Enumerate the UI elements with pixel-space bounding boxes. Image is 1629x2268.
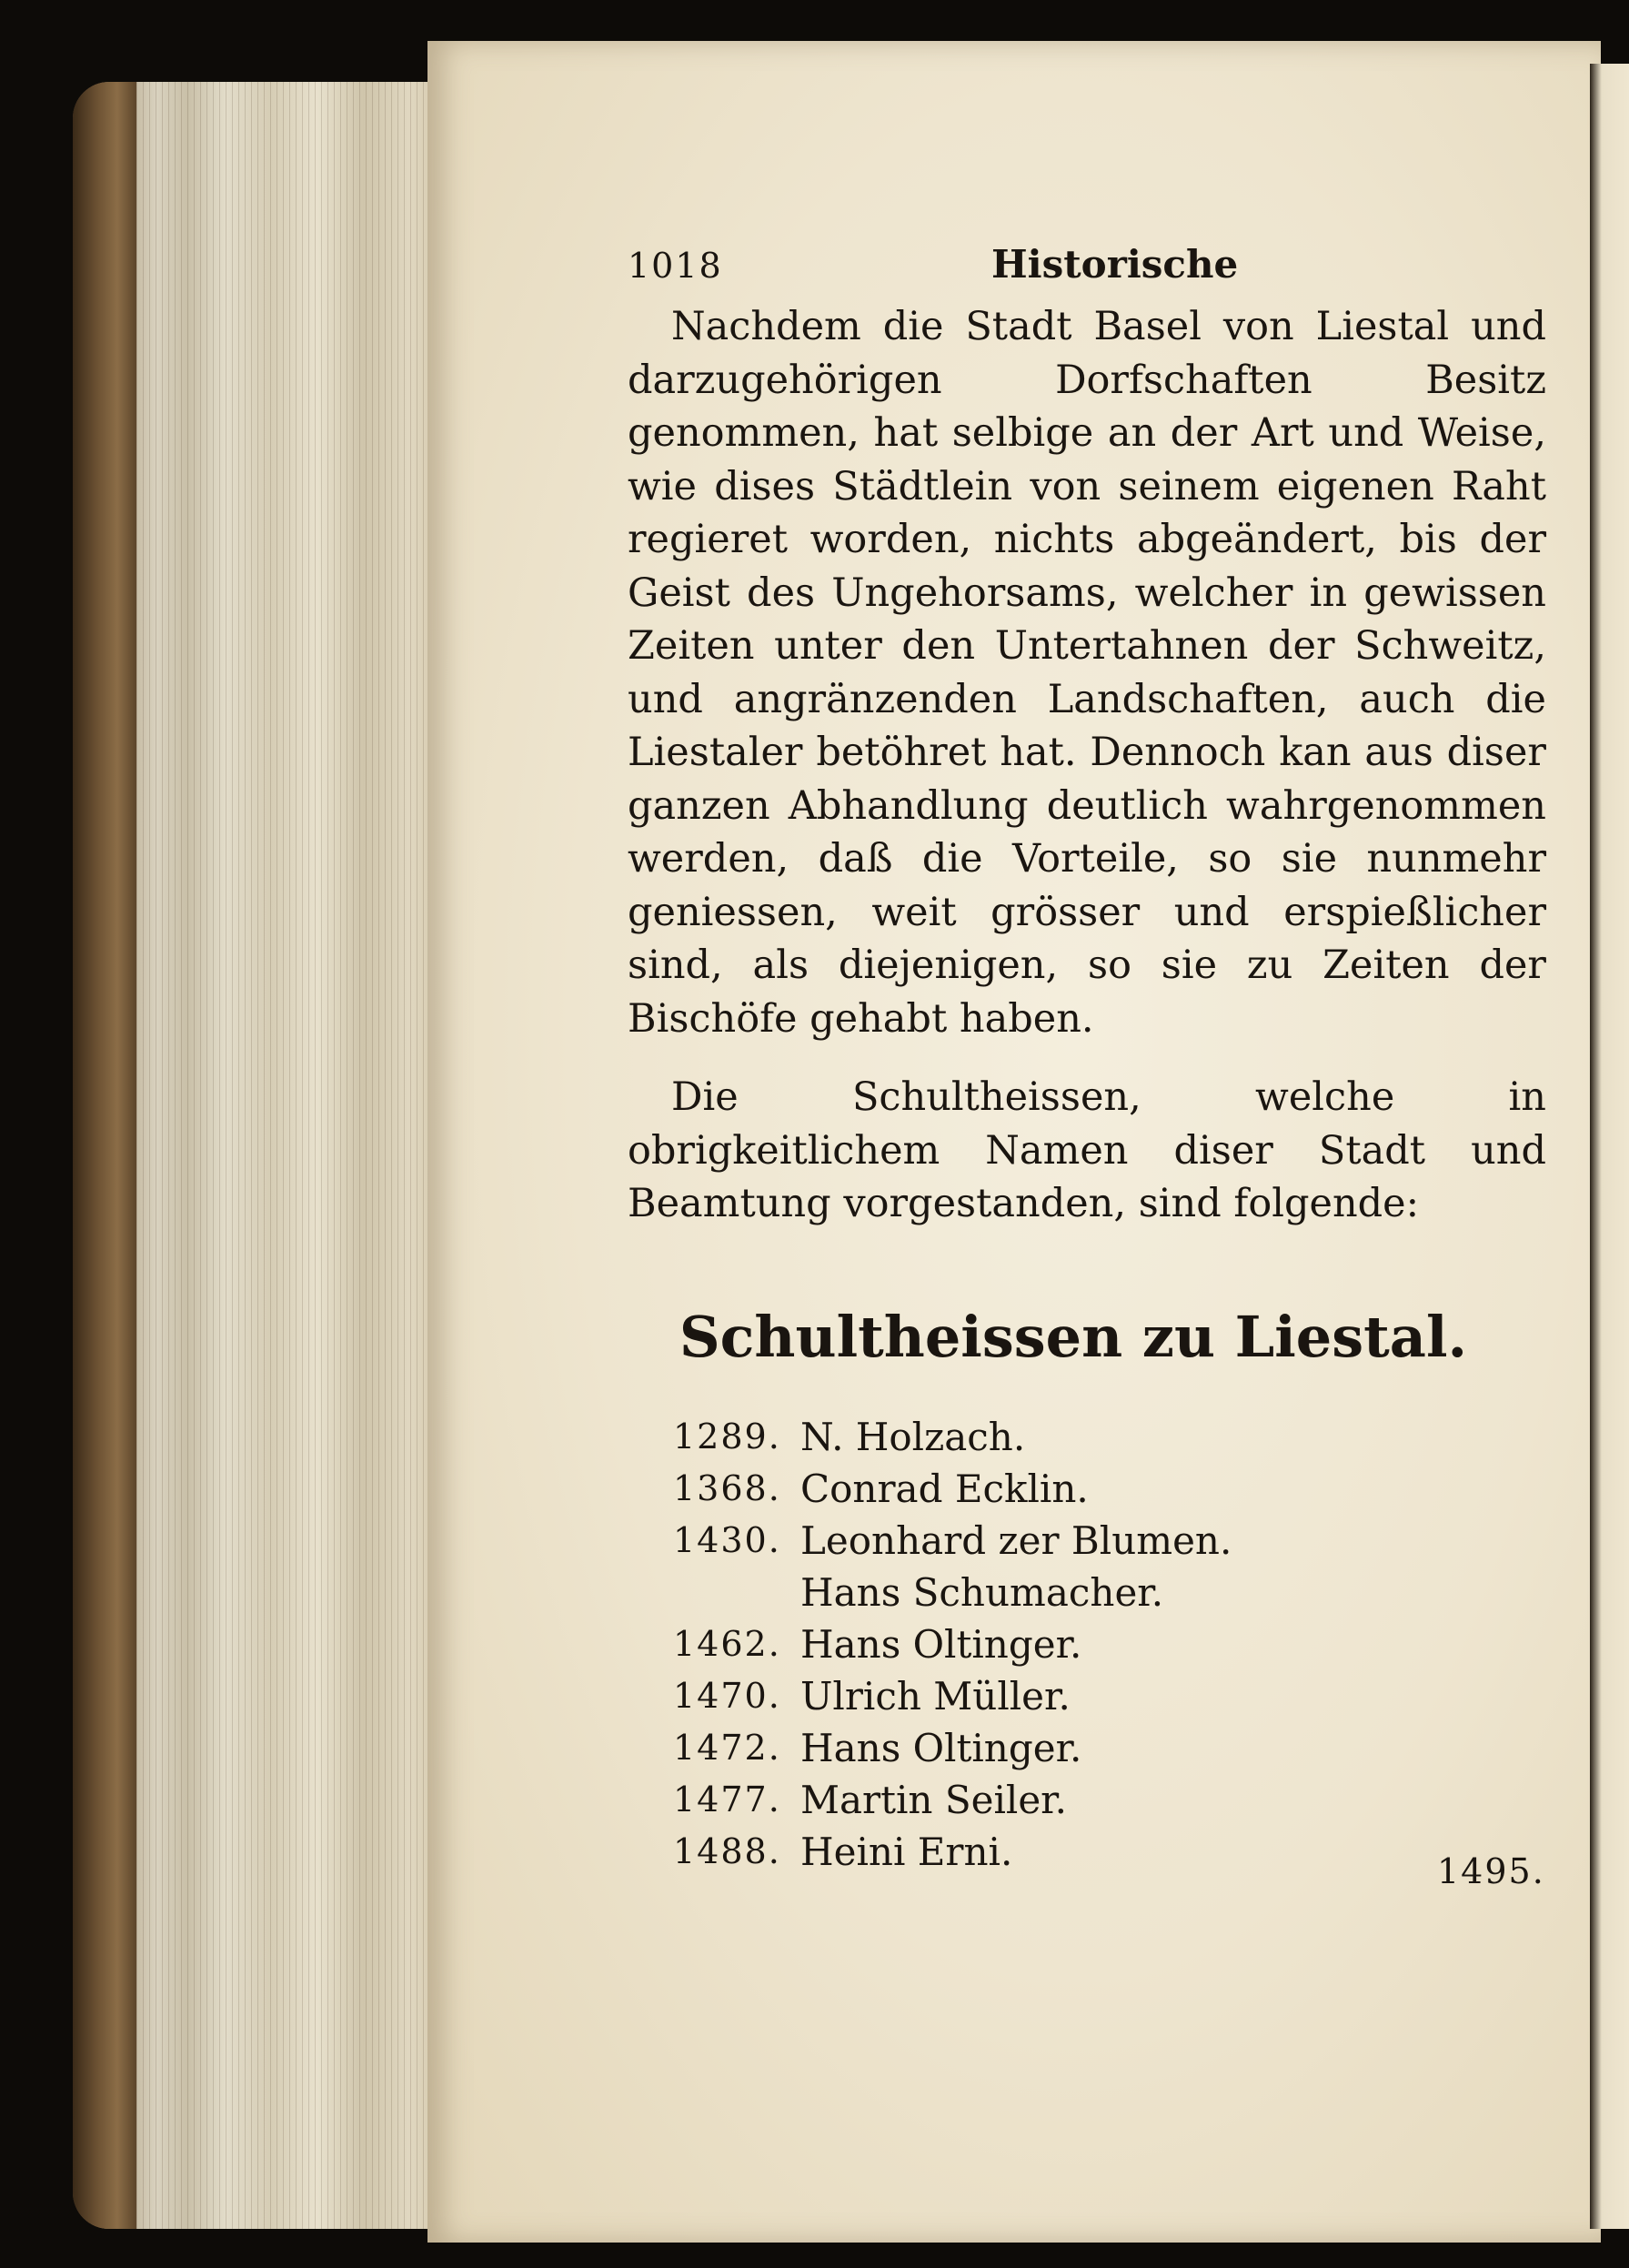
year: 1488.: [673, 1830, 781, 1871]
book-spine: [73, 82, 136, 2229]
page-number: 1018: [628, 246, 723, 286]
year: 1289.: [673, 1416, 781, 1457]
paragraph-intro: Nachdem die Stadt Basel von Liestal und darzugehörigen Dorfschaften Besitz genommen, hat selbige an der Art und Weise, wie dises Städtlein von seinem eigenen Raht regieret worden, nichts abgeändert, bis der Geist des Ungehorsams, welcher in gewissen Zeiten unter den Untertahnen der Schweitz, und angränzenden Landschaften, auch die Liestaler betöhret hat. Dennoch kan aus diser ganzen Abhandlung deutlich wahrgenommen werden, daß die Vorteile, so sie nunmehr geniessen, weit grösser und erspießlicher sind, als diejenigen, so sie zu Zeiten der Bischöfe gehabt haben.: [628, 304, 1546, 1042]
list-item: [673, 1670, 1546, 1722]
list-item: [673, 1463, 1546, 1515]
person-name: Conrad Ecklin.: [800, 1466, 1089, 1511]
list-item: [673, 1774, 1546, 1826]
person-name: Hans Oltinger.: [800, 1621, 1082, 1667]
person-name: Ulrich Müller.: [800, 1673, 1071, 1719]
person-name: Heini Erni.: [800, 1829, 1013, 1874]
year: 1472.: [673, 1727, 781, 1768]
list-item: [673, 1826, 1546, 1878]
catchword: 1495.: [1437, 1851, 1545, 1891]
year: 1368.: [673, 1467, 781, 1508]
person-name: Martin Seiler.: [800, 1777, 1067, 1822]
person-name: N. Holzach.: [800, 1414, 1026, 1459]
year: 1477.: [673, 1779, 781, 1819]
year: 1470.: [673, 1675, 781, 1716]
list-item: [673, 1722, 1546, 1774]
running-head-title: Historische: [991, 242, 1239, 287]
year: 1462.: [673, 1623, 781, 1664]
person-name: Leonhard zer Blumen.: [800, 1517, 1232, 1563]
year: [673, 1567, 800, 1618]
person-name: Hans Oltinger.: [800, 1725, 1082, 1770]
schultheissen-list: [628, 1411, 1546, 1878]
section-heading: Schultheissen zu Liestal.: [679, 1303, 1468, 1370]
list-item: [673, 1567, 1546, 1618]
paragraph-schultheissen: Die Schultheissen, welche in obrigkeitlichem Namen diser Stadt und Beamtung vorgestanden, sind folgende:: [628, 1074, 1546, 1226]
running-head: [628, 237, 1546, 291]
list-item: [673, 1411, 1546, 1463]
person-name: Hans Schumacher.: [800, 1569, 1164, 1615]
next-page-sliver: [1590, 64, 1629, 2229]
page-content: [628, 237, 1546, 1878]
year: 1430.: [673, 1519, 781, 1560]
list-item: [673, 1618, 1546, 1670]
list-item: [673, 1515, 1546, 1567]
